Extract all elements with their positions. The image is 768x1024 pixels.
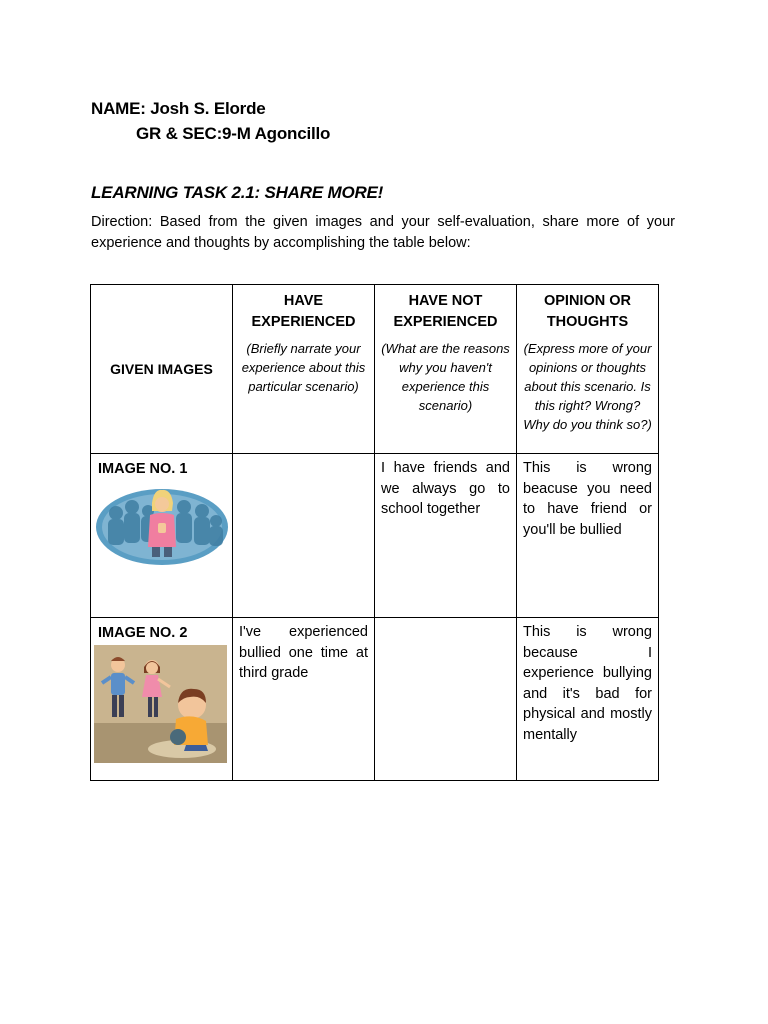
header-given-images [91,285,233,454]
opinion-answer: This is wrong beacuse you need to have friend or you'll be bullied [523,460,652,538]
grade-section: GR & SEC:9-M Agoncillo [136,124,331,143]
header-given-images-label: GIVEN IMAGES [110,361,213,377]
opinion-answer: This is wrong because I experience bullying and it's bad for physical and mostly mentally [523,624,652,743]
header-subtitle: (Express more of your opinions or thoughts about this scenario. Is this right? Wrong? Why do you think so?) [523,341,652,432]
have-experienced-cell [233,454,375,618]
header-subtitle: (Briefly narrate your experience about this particular scenario) [241,341,366,394]
have-not-experienced-cell [375,618,517,781]
table-row [91,618,659,781]
opinion-cell [517,454,659,618]
header-title: OPINION OR THOUGHTS [543,293,631,330]
task-table [90,284,659,781]
have-experienced-answer [233,454,374,458]
header-opinion [517,285,659,454]
have-experienced-answer: I've experienced bullied one time at third grade [239,624,368,682]
header-have-not-experienced [375,285,517,454]
table-header-row [91,285,659,454]
opinion-cell [517,618,659,781]
have-not-experienced-answer: I have friends and we always go to school together [381,460,510,518]
header-have-experienced [233,285,375,454]
direction-text: Direction: Based from the given images and your self-evaluation, share more of your experience and thoughts by accomplishing the table below: [91,214,675,251]
image-label: IMAGE NO. 2 [98,625,188,641]
header-title: HAVE EXPERIENCED [251,293,356,330]
have-not-experienced-cell [375,454,517,618]
student-name: NAME: Josh S. Elorde [91,99,266,118]
image-cell [91,618,233,781]
bullied-boy-illustration [94,645,227,763]
image-label: IMAGE NO. 1 [98,461,188,477]
table-row [91,454,659,618]
header-subtitle: (What are the reasons why you haven't experience this scenario) [381,341,510,413]
header-title: HAVE NOT EXPERIENCED [393,293,498,330]
have-not-experienced-answer [375,618,516,622]
task-title: LEARNING TASK 2.1: SHARE MORE! [91,183,384,202]
crowd-isolated-girl-illustration [94,481,230,571]
image-cell [91,454,233,618]
have-experienced-cell [233,618,375,781]
